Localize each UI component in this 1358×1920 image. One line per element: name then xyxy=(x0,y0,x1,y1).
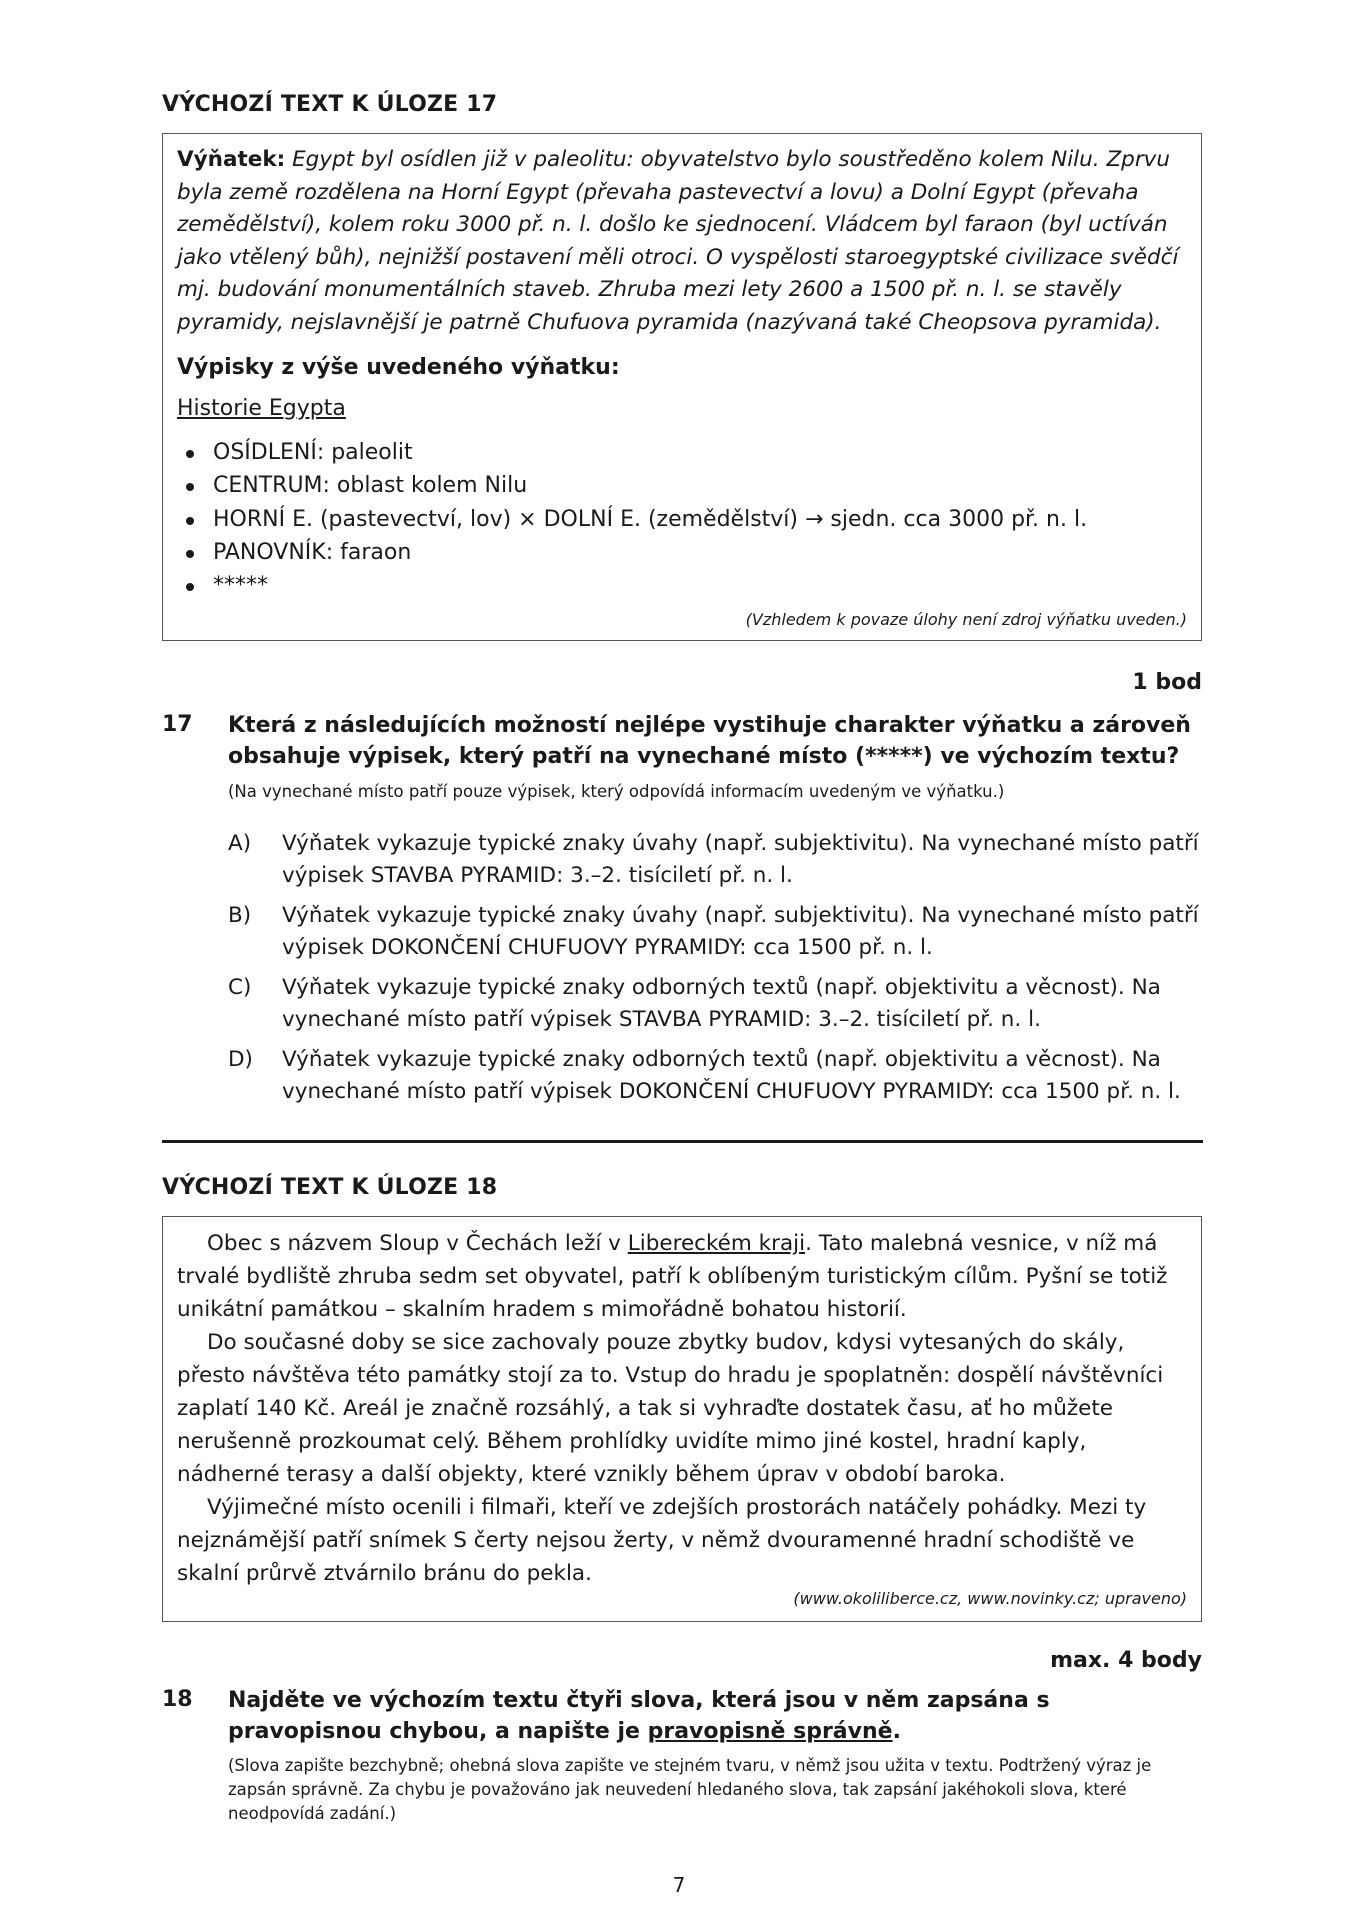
paragraph-text: . Tato malebná vesnice, v níž má trvalé bydliště zhruba sedm set obyvatel, patří k oblíbeným turistickým cílům. Pyšní se totiž unikátní památkou – skalním hradem s mimořádně bohatou historií. xyxy=(177,1231,1168,1322)
notes-list xyxy=(177,436,1087,602)
task-note-18: (Slova zapište bezchybně; ohebná slova zapište ve stejném tvaru, v němž jsou užita v textu. Podtržený výraz je zapsán správně. Za chybu je považováno jak neuvedení hledaného slova, tak zapsání jakéhokoli slova, které neodpovídá zadání.) xyxy=(228,1756,1152,1823)
points-label-17: 1 bod xyxy=(1132,670,1202,695)
section-heading-18: VÝCHOZÍ TEXT K ÚLOZE 18 xyxy=(162,1175,498,1200)
notes-title: Výpisky z výše uvedeného výňatku: xyxy=(177,355,620,380)
task-number-18: 18 xyxy=(162,1687,193,1712)
option-letter: B) xyxy=(228,903,252,928)
source-text-box-17 xyxy=(162,133,1202,641)
option-text: Výňatek vykazuje typické znaky odborných textů (např. objektivitu a věcnost). Na vynechané místo patří výpisek DOKONČENÍ CHUFUOVY PYRAMIDY: cca 1500 př. n. l. xyxy=(282,1047,1181,1104)
option-text: Výňatek vykazuje typické znaky úvahy (např. subjektivitu). Na vynechané místo patří výpisek STAVBA PYRAMID: 3.–2. tisíciletí př. n. l. xyxy=(282,831,1199,888)
task-note-17: (Na vynechané místo patří pouze výpisek, který odpovídá informacím uvedeným ve výňatku.) xyxy=(228,782,1005,801)
task-number-17: 17 xyxy=(162,712,193,737)
option-letter: D) xyxy=(228,1047,253,1072)
note-item: OSÍDLENÍ: paleolit xyxy=(177,436,1087,469)
paragraph-text: Obec s názvem Sloup v Čechách leží v xyxy=(207,1231,628,1256)
history-title: Historie Egypta xyxy=(177,396,346,421)
question-text: Najděte ve výchozím textu čtyři slova, která jsou v něm zapsána s pravopisnou chybou, a napište je xyxy=(228,1688,1050,1744)
source-note-17: (Vzhledem k povaze úlohy není zdroj výňatku uveden.) xyxy=(745,610,1187,629)
underlined-phrase: pravopisně správně xyxy=(647,1719,893,1744)
source-text-box-18 xyxy=(162,1216,1202,1622)
excerpt-label: Výňatek: xyxy=(177,147,286,172)
source-paragraph-3: Výjimečné místo ocenili i filmaři, kteří ve zdejších prostorách natáčely pohádky. Mezi ty nejznámější patří snímek S čerty nejsou žerty, v němž dvouramenné hradní schodiště ve skalní průrvě ztvárnilo bránu do pekla. xyxy=(177,1495,1147,1586)
option-letter: A) xyxy=(228,831,252,856)
option-text: Výňatek vykazuje typické znaky úvahy (např. subjektivitu). Na vynechané místo patří výpisek DOKONČENÍ CHUFUOVY PYRAMIDY: cca 1500 př. n. l. xyxy=(282,903,1199,960)
note-item: PANOVNÍK: faraon xyxy=(177,536,1087,569)
source-note-18: (www.okoliliberce.cz, www.novinky.cz; upraveno) xyxy=(793,1589,1187,1608)
source-paragraph-2: Do současné doby se sice zachovaly pouze zbytky budov, kdysi vytesaných do skály, přesto návštěva této památky stojí za to. Vstup do hradu je spoplatněn: dospělí návštěvníci zaplatí 140 Kč. Areál je značně rozsáhlý, a tak si vyhraďte dostatek času, ať ho můžete nerušenně prozkoumat celý. Během prohlídky uvidíte mimo jiné kostel, hradní kaply, nádherné terasy a další objekty, které vznikly během úprav v období baroka. xyxy=(177,1330,1164,1487)
note-item: CENTRUM: oblast kolem Nilu xyxy=(177,469,1087,502)
excerpt-paragraph xyxy=(177,144,1187,339)
note-item: HORNÍ E. (pastevectví, lov) × DOLNÍ E. (zemědělství) → sjedn. cca 3000 př. n. l. xyxy=(177,503,1087,536)
task-question-17: Která z následujících možností nejlépe vystihuje charakter výňatku a zároveň obsahuje výpisek, který patří na vynechané místo (*****) ve výchozím textu? xyxy=(228,713,1191,769)
points-label-18: max. 4 body xyxy=(1050,1648,1202,1673)
question-text: . xyxy=(892,1719,901,1744)
task-question-18 xyxy=(228,1685,1203,1747)
page-number: 7 xyxy=(672,1873,686,1897)
section-divider xyxy=(162,1140,1203,1143)
note-item-placeholder: ***** xyxy=(177,569,1087,602)
option-text: Výňatek vykazuje typické znaky odborných textů (např. objektivitu a věcnost). Na vynechané místo patří výpisek STAVBA PYRAMID: 3.–2. tisíciletí př. n. l. xyxy=(282,975,1161,1032)
section-heading-17: VÝCHOZÍ TEXT K ÚLOZE 17 xyxy=(162,92,498,117)
excerpt-text: Egypt byl osídlen již v paleolitu: obyvatelstvo bylo soustředěno kolem Nilu. Zprvu byla země rozdělena na Horní Egypt (převaha pastevectví a lovu) a Dolní Egypt (převaha zemědělství), kolem roku 3000 př. n. l. došlo ke sjednocení. Vládcem byl faraon (byl uctíván jako vtělený bůh), nejnižší postavení měli otroci. O vyspělosti staroegyptské civilizace svědčí mj. budování monumentálních staveb. Zhruba mezi lety 2600 a 1500 př. n. l. se stavěly pyramidy, nejslavnější je patrně Chufuova pyramida (nazývaná také Cheopsova pyramida). xyxy=(177,147,1179,335)
option-letter: C) xyxy=(228,975,252,1000)
source-paragraph-1 xyxy=(177,1227,1187,1326)
underlined-phrase: Libereckém kraji xyxy=(627,1231,806,1256)
